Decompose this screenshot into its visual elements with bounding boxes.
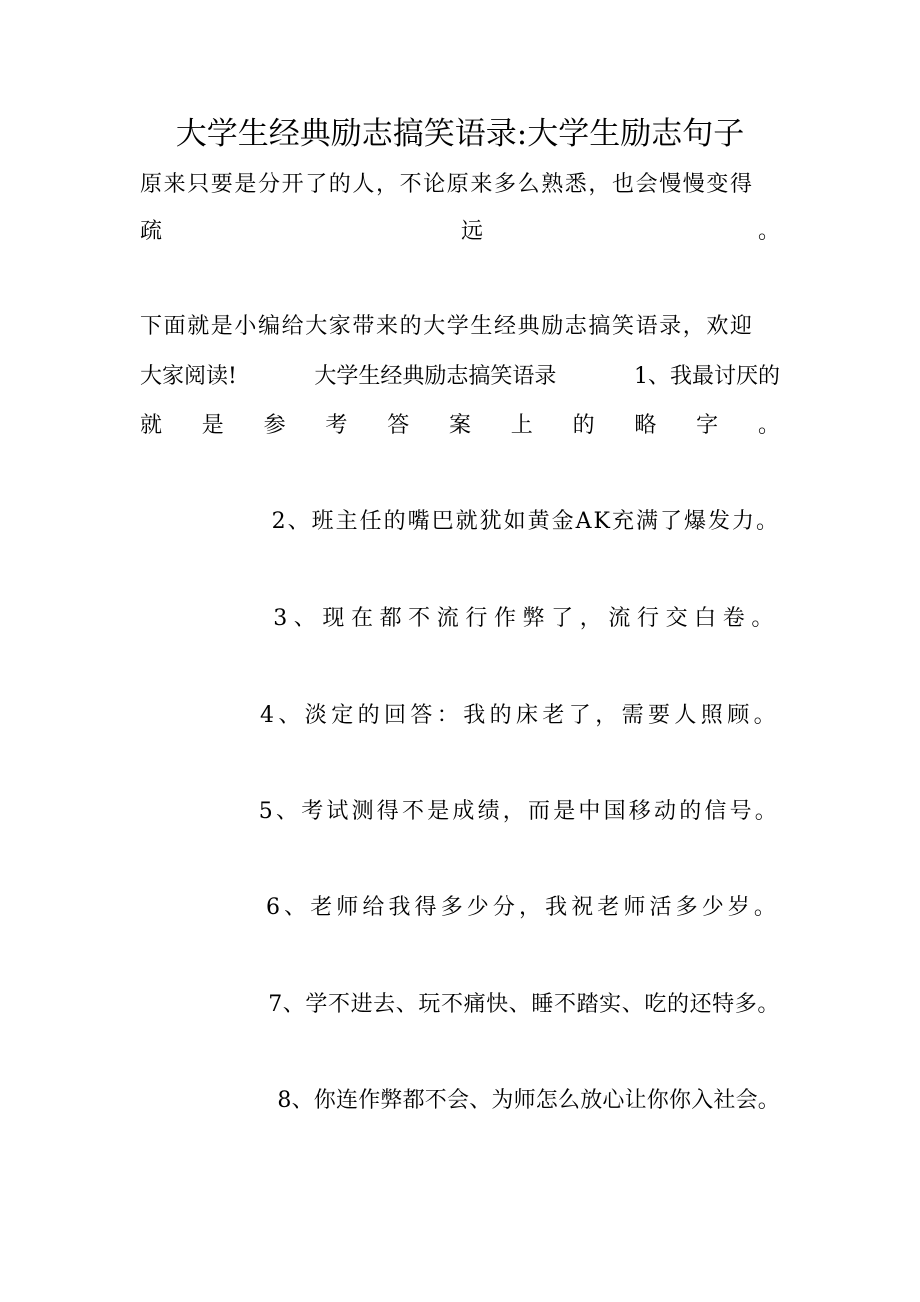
para2-line-2-part-1: 大家阅读!: [140, 364, 237, 389]
para2-line-3-char: 答: [387, 413, 410, 438]
intro-line-2-part-1: 疏: [140, 219, 163, 244]
intro-line-2: [140, 217, 780, 247]
quote-item-8: 8、你连作弊都不会、为师怎么放心让你你入社会。: [277, 1088, 780, 1113]
quote-item-6: 6、老师给我得多少分，我祝老师活多少岁。: [266, 895, 780, 920]
para2-line-1: 下面就是小编给大家带来的大学生经典励志搞笑语录，欢迎: [140, 314, 754, 339]
intro-line-1: 原来只要是分开了的人，不论原来多么熟悉，也会慢慢变得: [140, 172, 754, 197]
para2-line-3: [140, 411, 780, 441]
intro-line-2-part-2: 远: [460, 219, 483, 244]
quote-item-5: 5、考试测得不是成绩，而是中国移动的信号。: [258, 799, 780, 824]
intro-line-2-part-3: 。: [757, 219, 780, 244]
para2-line-3-char: 的: [572, 413, 595, 438]
quote-item-4: 4、淡定的回答：我的床老了，需要人照顾。: [260, 703, 780, 728]
para2-line-2: [140, 362, 780, 392]
para2-line-3-char: 考: [325, 413, 348, 438]
para2-line-3-char: 。: [757, 413, 780, 438]
document-title: 大学生经典励志搞笑语录:大学生励志句子: [175, 116, 745, 152]
para2-line-3-char: 略: [634, 413, 657, 438]
para2-line-3-char: 字: [696, 413, 719, 438]
para2-line-2-part-2: 大学生经典励志搞笑语录: [314, 364, 557, 389]
para2-line-3-char: 上: [510, 413, 533, 438]
para2-line-3-char: 是: [201, 413, 224, 438]
para2-line-3-char: 参: [263, 413, 286, 438]
quote-item-3: 3、现在都不流行作弊了，流行交白卷。: [273, 606, 780, 631]
para2-line-2-part-3: 1、我最讨厌的: [633, 364, 780, 389]
quote-item-7: 7、学不进去、玩不痛快、睡不踏实、吃的还特多。: [268, 992, 780, 1017]
quote-item-2: 2、班主任的嘴巴就犹如黄金AK充满了爆发力。: [271, 509, 780, 534]
para2-line-3-char: 就: [140, 413, 163, 438]
para2-line-3-char: 案: [448, 413, 471, 438]
